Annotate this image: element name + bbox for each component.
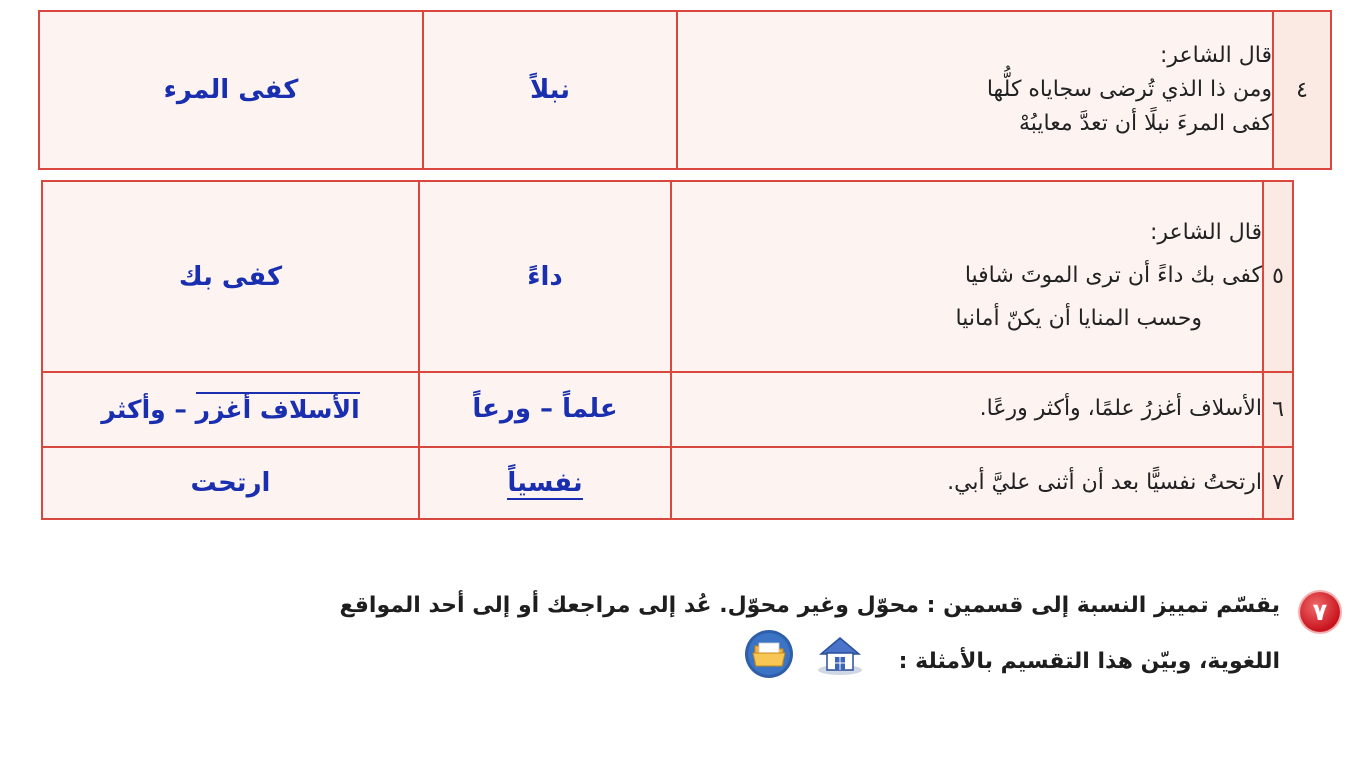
answer-tamyeez bbox=[419, 372, 671, 446]
exercise-line-2 bbox=[200, 628, 1280, 696]
sentence-text: ارتحتُ نفسيًّا بعد أن أثنى عليَّ أبي. bbox=[947, 469, 1262, 495]
answer-text-overlined: الأسلاف أغزر bbox=[196, 392, 360, 424]
folder-icon[interactable] bbox=[743, 628, 795, 696]
answer-tamyeez bbox=[419, 181, 671, 372]
answer-text-underlined: نفسياً bbox=[507, 467, 583, 498]
home-icon[interactable] bbox=[815, 632, 865, 692]
table-row bbox=[39, 11, 1331, 169]
answer-text: علماً – ورعاً bbox=[472, 394, 618, 425]
sentence-line: ومن ذا الذي تُرضى سجاياه كلُّها bbox=[986, 76, 1272, 102]
table-row bbox=[42, 447, 1293, 519]
sentence-text: الأسلاف أغزرُ علمًا، وأكثر ورعًا. bbox=[979, 396, 1262, 422]
answer-text: ارتحت bbox=[190, 467, 271, 498]
answer-text: نبلاً bbox=[529, 75, 571, 105]
row-number: ٧ bbox=[1263, 447, 1293, 519]
exercise-text bbox=[200, 584, 1280, 696]
table-row bbox=[42, 181, 1293, 372]
exercise-table-rows-5-7 bbox=[41, 180, 1294, 520]
row-number: ٥ bbox=[1263, 181, 1293, 372]
answer-tamyeez bbox=[423, 11, 677, 169]
sentence-line: وحسب المنايا أن يكنّ أمانيا bbox=[955, 306, 1202, 331]
sentence-line: قال الشاعر: bbox=[1159, 42, 1272, 68]
answer-mumayyaz bbox=[42, 372, 419, 446]
sentence-cell bbox=[671, 181, 1263, 372]
answer-separator: – bbox=[165, 394, 196, 424]
answer-text: وأكثر bbox=[101, 394, 166, 424]
exercise-7 bbox=[200, 584, 1340, 696]
table-row bbox=[42, 372, 1293, 446]
sentence-cell bbox=[671, 447, 1263, 519]
row-number: ٦ bbox=[1263, 372, 1293, 446]
exercise-table-row-4 bbox=[38, 10, 1332, 170]
sentence-line: كفى بك داءً أن ترى الموتَ شافيا bbox=[964, 263, 1262, 289]
answer-text: كفى بك bbox=[178, 261, 283, 292]
exercise-line-2-text: اللغوية، وبيّن هذا التقسيم بالأمثلة : bbox=[898, 649, 1280, 674]
answer-text: كفى المرء bbox=[163, 75, 299, 105]
resource-icons bbox=[743, 628, 877, 696]
answer-text: داءً bbox=[527, 261, 563, 292]
exercise-line-1: يقسّم تمييز النسبة إلى قسمين : محوّل وغير محوّل. عُد إلى مراجعك أو إلى أحد المواقع bbox=[339, 593, 1280, 618]
answer-mumayyaz bbox=[42, 181, 419, 372]
sentence-line: كفى المرءَ نبلًا أن تعدَّ معايبُهْ bbox=[1018, 111, 1272, 137]
row-number: ٤ bbox=[1273, 11, 1331, 169]
sentence-line: قال الشاعر: bbox=[1149, 220, 1262, 246]
exercise-number-badge: ٧ bbox=[1300, 592, 1340, 632]
sentence-cell bbox=[671, 372, 1263, 446]
sentence-cell bbox=[677, 11, 1273, 169]
answer-tamyeez bbox=[419, 447, 671, 519]
answer-mumayyaz bbox=[39, 11, 423, 169]
answer-mumayyaz bbox=[42, 447, 419, 519]
